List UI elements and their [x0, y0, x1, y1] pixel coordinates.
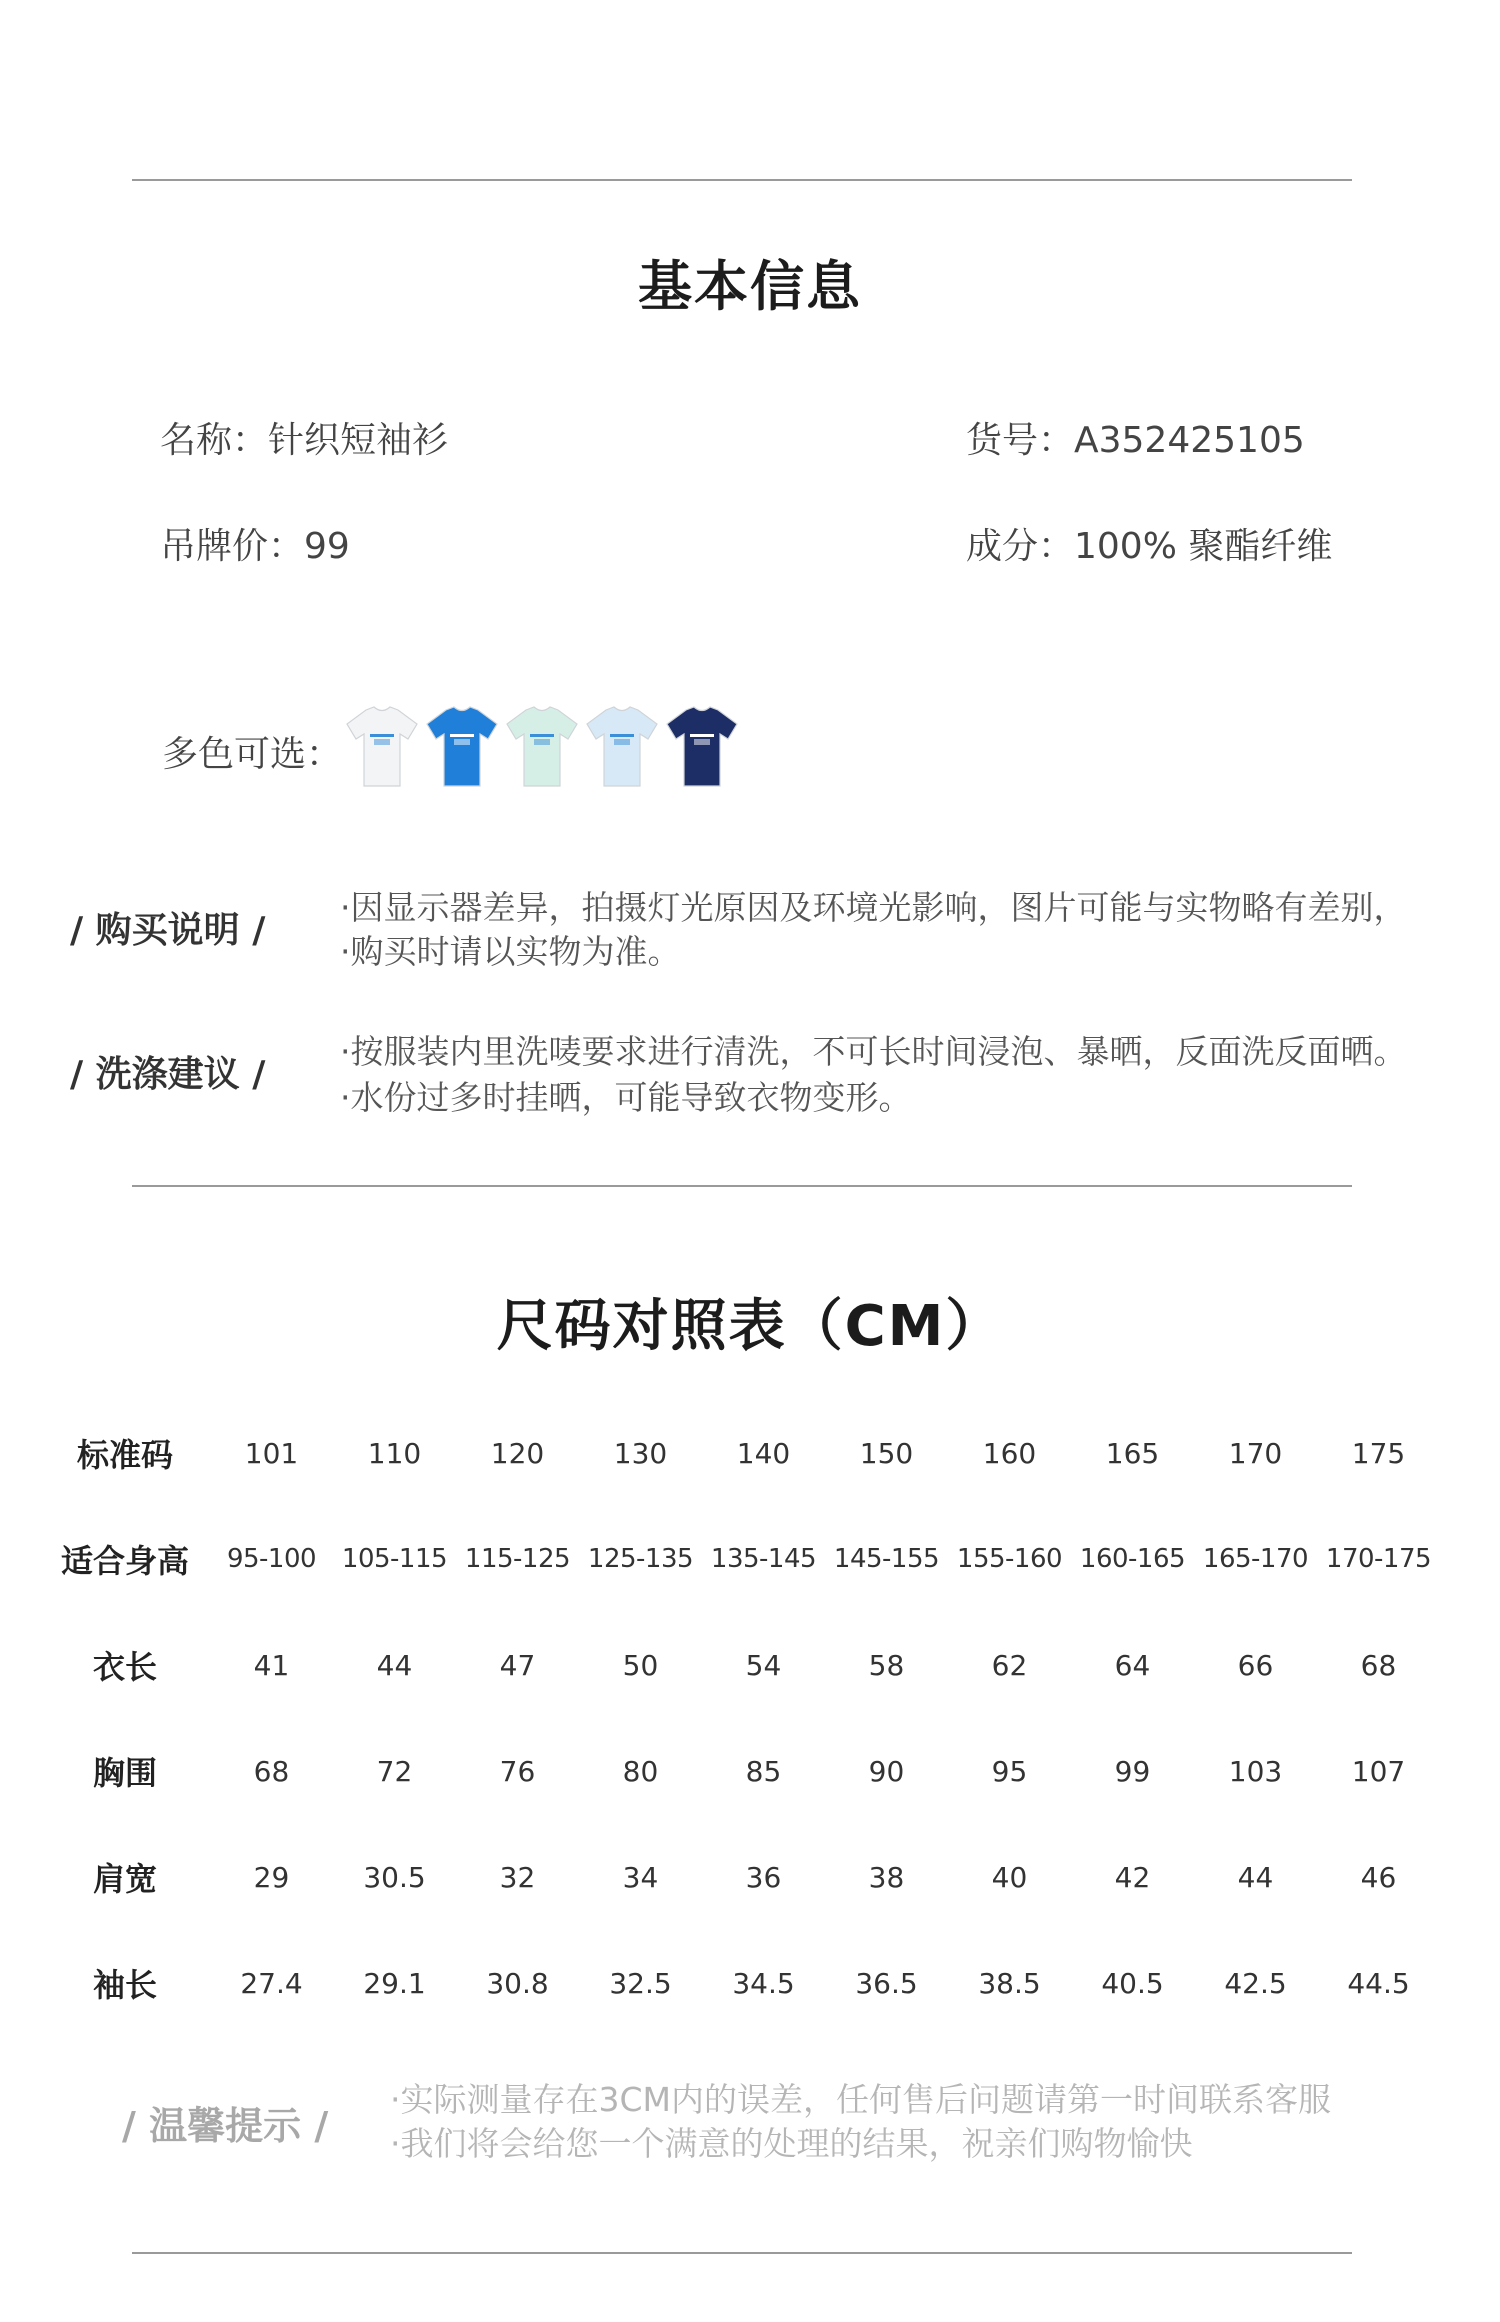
tips-line-2: ·我们将会给您一个满意的处理的结果，祝亲们购物愉快 — [390, 2124, 1193, 2163]
table-cell: 72 — [376, 1754, 413, 1788]
table-cell: 54 — [745, 1648, 782, 1682]
table-cell: 29 — [253, 1860, 290, 1894]
table-cell: 46 — [1360, 1860, 1397, 1894]
top-divider — [132, 179, 1352, 181]
table-cell: 175 — [1351, 1436, 1406, 1470]
table-cell: 165 — [1105, 1436, 1160, 1470]
tips-label: / 温馨提示 / — [122, 2104, 329, 2148]
row-label: 适合身高 — [60, 1542, 189, 1580]
table-cell: 38 — [868, 1860, 905, 1894]
table-cell: 105-115 — [341, 1544, 448, 1574]
table-cell: 125-135 — [587, 1544, 694, 1574]
product-name: 名称：针织短袖衫 — [160, 420, 449, 461]
table-cell: 145-155 — [833, 1544, 940, 1574]
table-cell: 90 — [868, 1754, 905, 1788]
row-label: 衣长 — [92, 1648, 157, 1686]
table-cell: 101 — [244, 1436, 299, 1470]
basic-info-title: 基本信息 — [638, 255, 862, 318]
table-row — [40, 1930, 1440, 2036]
size-chart-table — [40, 1400, 1440, 2036]
row-label: 标准码 — [76, 1436, 173, 1474]
mint-tee-icon[interactable] — [504, 704, 580, 788]
table-cell: 36.5 — [855, 1966, 918, 2000]
table-cell: 40 — [991, 1860, 1028, 1894]
table-cell: 36 — [745, 1860, 782, 1894]
table-cell: 62 — [991, 1648, 1028, 1682]
table-cell: 27.4 — [240, 1966, 303, 2000]
colors-label: 多色可选： — [162, 734, 343, 775]
table-cell: 130 — [613, 1436, 668, 1470]
table-row — [40, 1400, 1440, 1506]
table-cell: 155-160 — [956, 1544, 1063, 1574]
purchase-note-label: / 购买说明 / — [70, 910, 266, 951]
table-cell: 64 — [1114, 1648, 1151, 1682]
table-cell: 34 — [622, 1860, 659, 1894]
material: 成分：100% 聚酯纤维 — [966, 526, 1333, 567]
table-row — [40, 1612, 1440, 1718]
table-cell: 95 — [991, 1754, 1028, 1788]
table-cell: 42 — [1114, 1860, 1151, 1894]
table-cell: 99 — [1114, 1754, 1151, 1788]
table-cell: 34.5 — [732, 1966, 795, 2000]
table-cell: 32.5 — [609, 1966, 672, 2000]
size-chart-title: 尺码对照表（CM） — [496, 1294, 1004, 1359]
washing-note-line-2: ·水份过多时挂晒，可能导致衣物变形。 — [340, 1078, 912, 1117]
table-cell: 44.5 — [1347, 1966, 1410, 2000]
light-blue-tee-icon[interactable] — [584, 704, 660, 788]
tips-line-1: ·实际测量存在3CM内的误差，任何售后问题请第一时间联系客服 — [390, 2080, 1331, 2119]
table-cell: 135-145 — [710, 1544, 817, 1574]
table-cell: 107 — [1351, 1754, 1406, 1788]
table-cell: 95-100 — [226, 1544, 317, 1574]
row-label: 胸围 — [92, 1754, 157, 1792]
table-cell: 41 — [253, 1648, 290, 1682]
purchase-note-line-2: ·购买时请以实物为准。 — [340, 932, 681, 971]
table-cell: 140 — [736, 1436, 791, 1470]
table-cell: 40.5 — [1101, 1966, 1164, 2000]
washing-note-line-1: ·按服装内里洗唛要求进行清洗，不可长时间浸泡、暴晒，反面洗反面晒。 — [340, 1032, 1407, 1071]
table-cell: 85 — [745, 1754, 782, 1788]
table-cell: 165-170 — [1202, 1544, 1309, 1574]
table-cell: 66 — [1237, 1648, 1274, 1682]
white-tee-icon[interactable] — [344, 704, 420, 788]
table-row — [40, 1718, 1440, 1824]
table-cell: 68 — [1360, 1648, 1397, 1682]
table-cell: 38.5 — [978, 1966, 1041, 2000]
table-cell: 58 — [868, 1648, 905, 1682]
table-cell: 160 — [982, 1436, 1037, 1470]
table-cell: 30.5 — [363, 1860, 426, 1894]
washing-note-label: / 洗涤建议 / — [70, 1054, 266, 1095]
table-cell: 115-125 — [464, 1544, 571, 1574]
table-cell: 103 — [1228, 1754, 1283, 1788]
table-cell: 44 — [376, 1648, 413, 1682]
table-cell: 170 — [1228, 1436, 1283, 1470]
bottom-divider — [132, 2252, 1352, 2254]
table-cell: 32 — [499, 1860, 536, 1894]
table-cell: 30.8 — [486, 1966, 549, 2000]
table-cell: 29.1 — [363, 1966, 426, 2000]
table-cell: 44 — [1237, 1860, 1274, 1894]
table-cell: 50 — [622, 1648, 659, 1682]
table-cell: 47 — [499, 1648, 536, 1682]
table-cell: 160-165 — [1079, 1544, 1186, 1574]
table-cell: 68 — [253, 1754, 290, 1788]
table-cell: 110 — [367, 1436, 422, 1470]
row-label: 袖长 — [92, 1966, 157, 2004]
table-cell: 150 — [859, 1436, 914, 1470]
table-cell: 170-175 — [1325, 1544, 1432, 1574]
table-row — [40, 1506, 1440, 1612]
table-cell: 76 — [499, 1754, 536, 1788]
middle-divider — [132, 1185, 1352, 1187]
table-cell: 120 — [490, 1436, 545, 1470]
row-label: 肩宽 — [92, 1860, 157, 1898]
table-row — [40, 1824, 1440, 1930]
product-sku: 货号：A352425105 — [966, 420, 1305, 461]
tag-price: 吊牌价：99 — [160, 526, 350, 567]
blue-tee-icon[interactable] — [424, 704, 500, 788]
purchase-note-line-1: ·因显示器差异，拍摄灯光原因及环境光影响，图片可能与实物略有差别， — [340, 888, 1407, 927]
table-cell: 80 — [622, 1754, 659, 1788]
table-cell: 42.5 — [1224, 1966, 1287, 2000]
navy-tee-icon[interactable] — [664, 704, 740, 788]
